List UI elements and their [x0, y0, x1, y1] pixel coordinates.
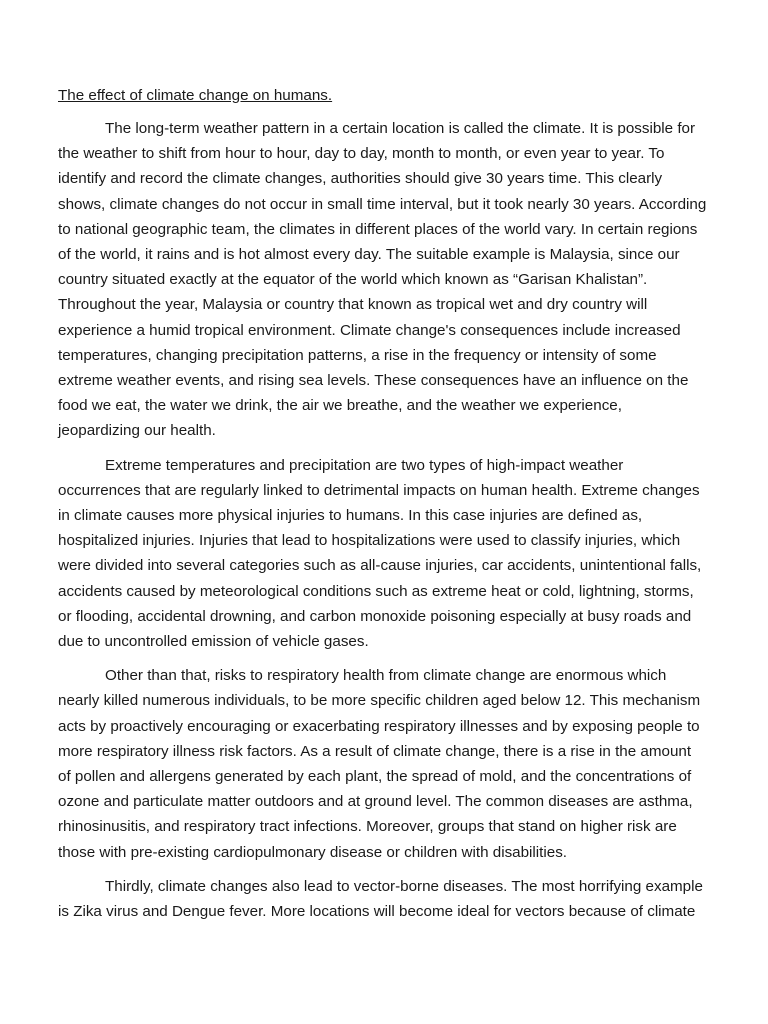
paragraph-line: ozone and particulate matter outdoors and at ground level. The common diseases are asthma,: [58, 793, 693, 811]
paragraph-line: hospitalized injuries. Injuries that lead to hospitalizations were used to classify injuries, which: [58, 532, 681, 550]
paragraph-line: shows, climate changes do not occur in small time interval, but it took nearly 30 years. According: [58, 195, 707, 213]
paragraph-line: country situated exactly at the equator of the world which known as “Garisan Khalistan”.: [58, 271, 648, 289]
paragraph-line: The long-term weather pattern in a certain location is called the climate. It is possible for: [105, 120, 696, 137]
paragraph-2: [58, 453, 722, 655]
paragraph-line: food we eat, the water we drink, the air we breathe, and the weather we experience,: [58, 397, 622, 415]
paragraph-line: occurrences that are regularly linked to detrimental impacts on human health. Extreme changes: [58, 481, 700, 499]
paragraph-line: Throughout the year, Malaysia or country that known as tropical wet and dry country will: [58, 296, 648, 314]
paragraph-line: identify and record the climate changes, authorities should give 30 years time. This clearly: [58, 170, 663, 188]
document-page: [58, 86, 722, 933]
paragraph-line: or flooding, accidental drowning, and carbon monoxide poisoning especially at busy roads and: [58, 607, 692, 625]
paragraph-3: [58, 663, 722, 865]
paragraph-line: accidents caused by meteorological conditions such as extreme heat or cold, lightning, storms,: [58, 582, 694, 600]
paragraph-1: [58, 116, 722, 444]
paragraph-line: to national geographic team, the climates in different places of the world vary. In certain regions: [58, 220, 698, 238]
paragraph-line: nearly killed numerous individuals, to be more specific children aged below 12. This mechanism: [58, 692, 701, 710]
paragraph-line: acts by proactively encouraging or exacerbating respiratory illnesses and by exposing people to: [58, 717, 700, 735]
document-title: The effect of climate change on humans.: [58, 87, 333, 104]
paragraph-line: temperatures, changing precipitation patterns, a rise in the frequency or intensity of some: [58, 346, 657, 364]
paragraph-line: Extreme temperatures and precipitation are two types of high-impact weather: [105, 456, 624, 474]
paragraph-line: Thirdly, climate changes also lead to vector-borne diseases. The most horrifying example: [105, 877, 703, 895]
paragraph-line: more respiratory illness risk factors. As a result of climate change, there is a rise in the amount: [58, 742, 692, 760]
paragraph-line: of pollen and allergens generated by each plant, the spread of mold, and the concentrations of: [58, 768, 692, 786]
paragraph-line: due to uncontrolled emission of vehicle gases.: [58, 633, 369, 651]
paragraph-line: rhinosinusitis, and respiratory tract infections. Moreover, groups that stand on higher risk are: [58, 818, 677, 836]
paragraph-line: in climate causes more physical injuries to humans. In this case injuries are defined as,: [58, 507, 643, 525]
paragraph-line: those with pre-existing cardiopulmonary disease or children with disabilities.: [58, 843, 568, 861]
paragraph-line: the weather to shift from hour to hour, day to day, month to month, or even year to year. To: [58, 145, 665, 163]
paragraph-line: is Zika virus and Dengue fever. More locations will become ideal for vectors because of climate: [58, 903, 696, 921]
paragraph-line: experience a humid tropical environment. Climate change's consequences include increased: [58, 321, 681, 339]
paragraph-line: were divided into several categories such as all-cause injuries, car accidents, unintentional falls,: [58, 557, 702, 575]
paragraph-4: [58, 874, 722, 924]
paragraph-line: Other than that, risks to respiratory health from climate change are enormous which: [105, 667, 667, 685]
paragraph-line: extreme weather events, and rising sea levels. These consequences have an influence on the: [58, 372, 689, 390]
paragraph-line: jeopardizing our health.: [58, 422, 216, 440]
paragraph-line: of the world, it rains and is hot almost every day. The suitable example is Malaysia, since our: [58, 246, 680, 264]
